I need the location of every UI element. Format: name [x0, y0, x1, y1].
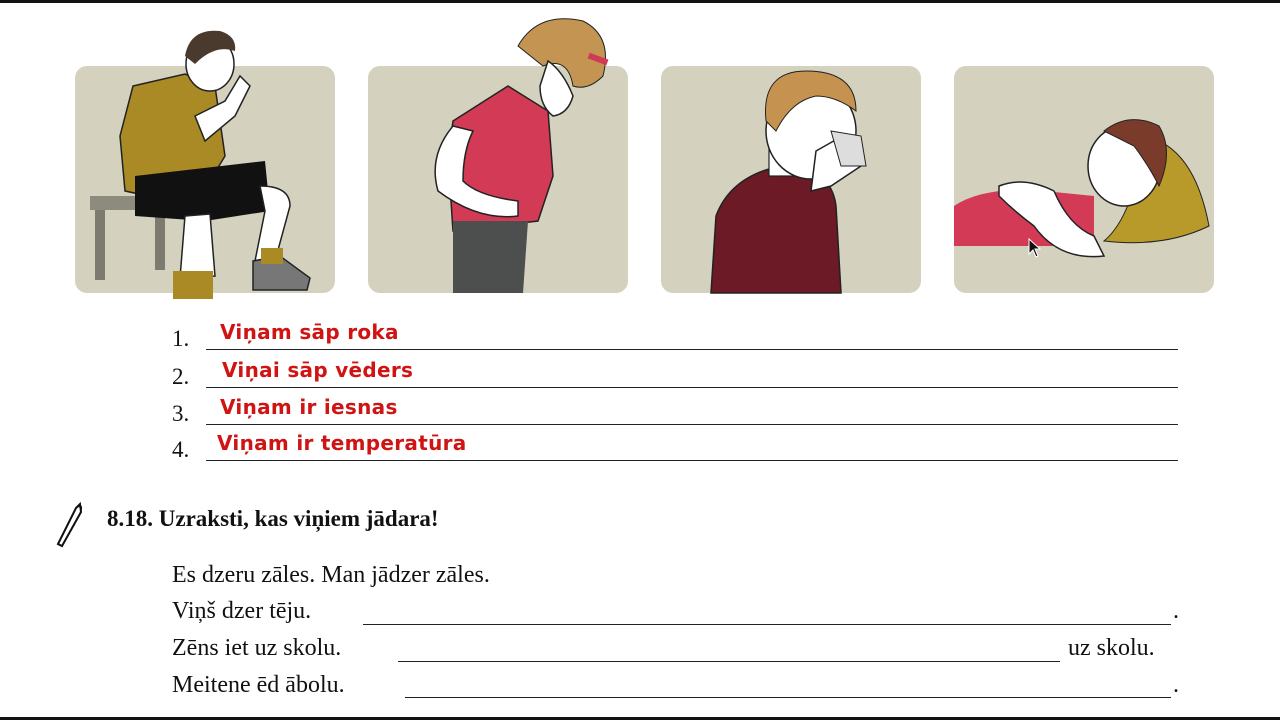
answer-text: Viņam ir temperatūra [217, 431, 467, 455]
boy-sick-in-bed-illustration [954, 16, 1214, 293]
exercise-line-1 [172, 598, 311, 625]
illustration-panel-3 [661, 66, 921, 293]
answer-number: 3. [172, 401, 190, 426]
illustration-panel-1 [75, 66, 335, 293]
answer-row-3 [172, 397, 1178, 425]
exercise-blank-line [398, 661, 1060, 662]
exercise-suffix: . [1173, 672, 1179, 698]
answer-number: 2. [172, 364, 190, 389]
exercise-line-2 [172, 635, 341, 662]
exercise-prompt: Zēns iet uz skolu. [172, 635, 342, 661]
answer-number: 1. [172, 326, 190, 351]
answer-blank-line [206, 387, 1178, 388]
exercise-example: Es dzeru zāles. Man jādzer zāles. [172, 562, 490, 588]
answer-blank-line [206, 424, 1178, 425]
exercise-title: 8.18. Uzraksti, kas viņiem jādara! [107, 506, 439, 531]
boy-blowing-nose-illustration [661, 16, 921, 293]
answer-text: Viņam ir iesnas [220, 395, 398, 419]
answer-text: Viņam sāp roka [220, 320, 399, 344]
answer-row-4 [172, 433, 1178, 461]
man-bandaged-arm-leg-illustration [75, 16, 335, 293]
woman-stomach-ache-illustration [368, 16, 628, 293]
illustration-panel-2 [368, 66, 628, 293]
exercise-blank-line [363, 624, 1171, 625]
exercise-suffix: uz skolu. [1068, 635, 1155, 661]
pencil-icon [54, 500, 86, 550]
top-rule [0, 0, 1280, 3]
exercise-prompt: Viņš dzer tēju. [172, 598, 312, 624]
answer-blank-line [206, 460, 1178, 461]
mouse-pointer-icon [1028, 238, 1042, 258]
exercise-suffix: . [1173, 598, 1179, 624]
answer-row-2 [172, 360, 1178, 388]
answer-blank-line [206, 349, 1178, 350]
exercise-blank-line [405, 697, 1171, 698]
illustration-panel-4 [954, 66, 1214, 293]
exercise-line-3 [172, 672, 345, 699]
answer-text: Viņai sāp vēders [222, 358, 414, 382]
answer-row-1 [172, 322, 1178, 350]
exercise-prompt: Meitene ēd ābolu. [172, 672, 345, 698]
answer-number: 4. [172, 437, 190, 462]
